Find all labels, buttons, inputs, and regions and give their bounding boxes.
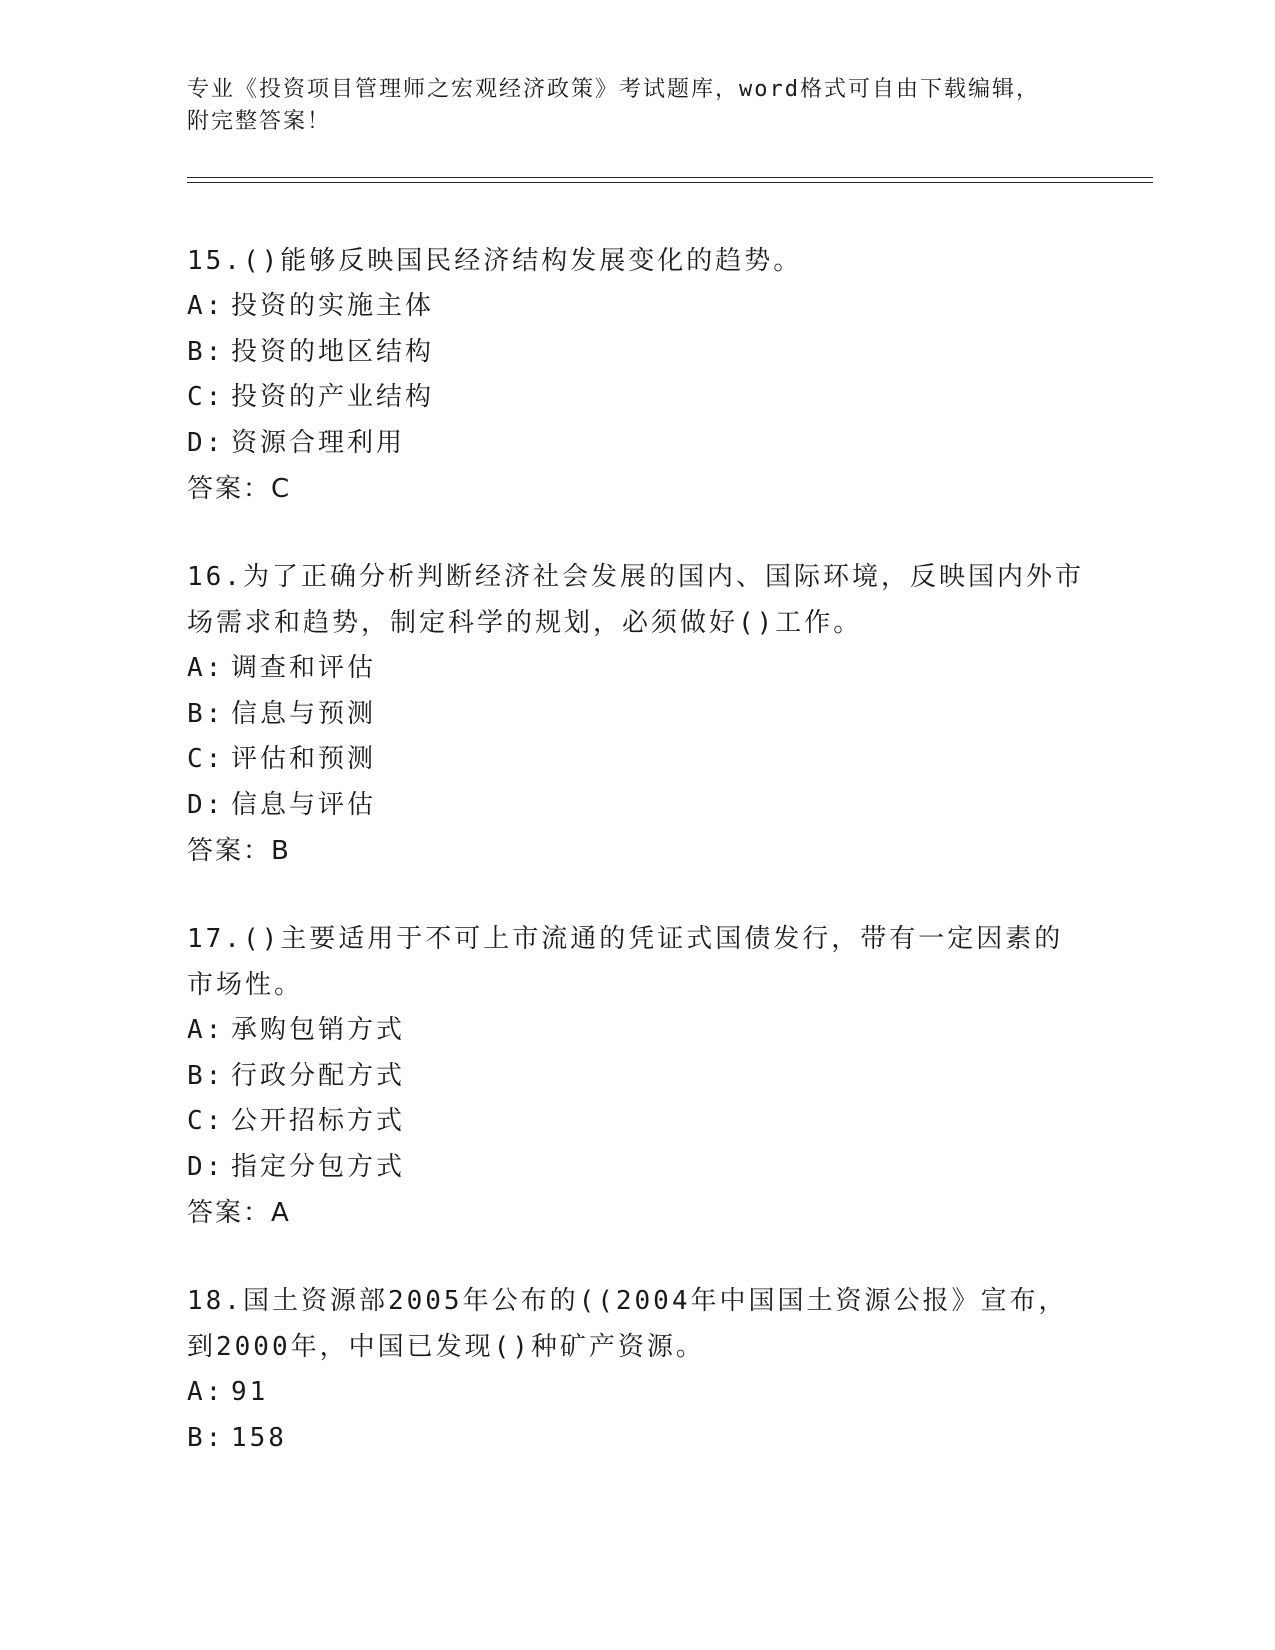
option-label: D: <box>187 1151 225 1182</box>
header-divider-bottom <box>187 182 1153 183</box>
option-label: D: <box>187 427 225 458</box>
option-text: 投资的地区结构 <box>231 336 435 367</box>
option-text: 投资的产业结构 <box>231 382 435 412</box>
option-text: 资源合理利用 <box>231 427 406 458</box>
option-text: 调查和评估 <box>231 653 377 683</box>
question-stem: 18.国土资源部2005年公布的((2004年中国国土资源公报》宣布，到2000年，中国已发现()种矿产资源。 <box>187 1286 1068 1362</box>
option-c <box>187 737 1087 783</box>
question-stem: 17.()主要适用于不可上市流通的凭证式国债发行，带有一定因素的市场性。 <box>187 924 1064 1000</box>
option-text: 公开招标方式 <box>231 1106 406 1136</box>
option-label: B: <box>187 1422 225 1453</box>
option-label: B: <box>187 1060 225 1091</box>
header-line-1: 专业《投资项目管理师之宏观经济政策》考试题库，word格式可自由下载编辑， <box>187 77 1040 102</box>
option-label: C: <box>187 744 225 774</box>
question-17 <box>187 916 1087 1236</box>
option-label: B: <box>187 336 225 367</box>
option-label: A: <box>187 291 225 321</box>
question-stem: 15.()能够反映国民经济结构发展变化的趋势。 <box>187 246 803 276</box>
option-b <box>187 1054 1087 1100</box>
option-d <box>187 1145 1087 1191</box>
answer-line: 答案：C <box>187 474 292 504</box>
option-a <box>187 1008 1087 1054</box>
option-text: 行政分配方式 <box>231 1060 406 1091</box>
option-text: 158 <box>231 1422 287 1453</box>
answer-line: 答案：B <box>187 836 291 866</box>
option-text: 评估和预测 <box>231 744 377 774</box>
option-d <box>187 783 1087 829</box>
option-c <box>187 1099 1087 1145</box>
option-text: 投资的实施主体 <box>231 291 435 321</box>
option-a <box>187 284 1087 330</box>
option-a <box>187 646 1087 692</box>
header-line-2: 附完整答案！ <box>187 109 332 134</box>
option-label: B: <box>187 698 225 729</box>
question-15 <box>187 238 1087 512</box>
option-b <box>187 1416 1087 1462</box>
option-c <box>187 375 1087 421</box>
question-16 <box>187 554 1087 874</box>
option-text: 91 <box>231 1377 269 1407</box>
question-stem: 16.为了正确分析判断经济社会发展的国内、国际环境，反映国内外市场需求和趋势，制定科学的规划，必须做好()工作。 <box>187 562 1084 638</box>
question-list <box>187 238 1087 1503</box>
document-header <box>187 74 1087 138</box>
option-a <box>187 1370 1087 1416</box>
option-text: 信息与预测 <box>231 698 377 729</box>
header-divider-top <box>187 177 1153 178</box>
option-label: A: <box>187 653 225 683</box>
option-d <box>187 421 1087 467</box>
option-b <box>187 330 1087 376</box>
option-label: C: <box>187 1106 225 1136</box>
answer-line: 答案：A <box>187 1198 291 1228</box>
question-18 <box>187 1278 1087 1461</box>
option-text: 指定分包方式 <box>231 1151 406 1182</box>
option-text: 承购包销方式 <box>231 1015 406 1045</box>
option-b <box>187 692 1087 738</box>
option-label: D: <box>187 789 225 820</box>
option-label: A: <box>187 1015 225 1045</box>
option-label: C: <box>187 382 225 412</box>
option-text: 信息与评估 <box>231 789 377 820</box>
option-label: A: <box>187 1377 225 1407</box>
